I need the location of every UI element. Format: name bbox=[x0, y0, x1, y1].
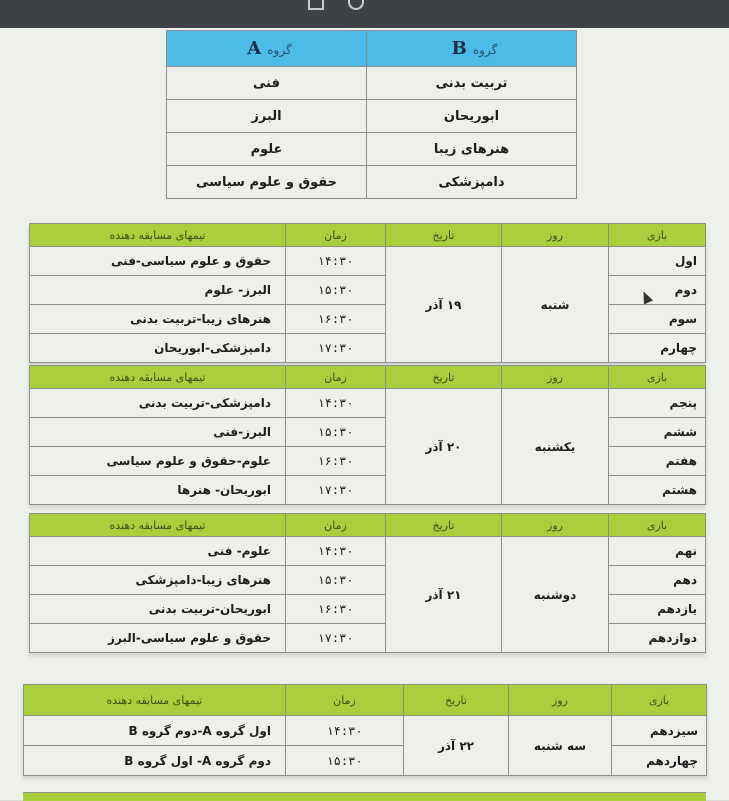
game-number: پنجم bbox=[609, 389, 706, 418]
match-teams: دامپزشکی-ابوریحان bbox=[30, 334, 286, 363]
match-time: ۱۶:۳۰ bbox=[286, 447, 386, 476]
game-number: چهاردهم bbox=[612, 746, 707, 776]
day-header: روز bbox=[502, 224, 609, 247]
match-time: ۱۵:۳۰ bbox=[286, 746, 404, 776]
group-b-team: دامپزشکی bbox=[367, 166, 577, 199]
viewer-toolbar bbox=[0, 0, 729, 28]
match-time: ۱۵:۳۰ bbox=[286, 276, 386, 305]
table-row bbox=[24, 716, 707, 746]
teams-header: تیمهای مسابقه دهنده bbox=[24, 685, 286, 716]
match-teams: دوم گروه A- اول گروه B bbox=[24, 746, 286, 776]
game-number: نهم bbox=[609, 537, 706, 566]
date-header: تاریخ bbox=[404, 685, 509, 716]
groups-table bbox=[166, 30, 577, 199]
time-header: زمان bbox=[286, 224, 386, 247]
schedule-table-day-2 bbox=[29, 365, 706, 505]
match-time: ۱۷:۳۰ bbox=[286, 624, 386, 653]
game-header: بازی bbox=[609, 514, 706, 537]
match-time: ۱۷:۳۰ bbox=[286, 476, 386, 505]
match-time: ۱۶:۳۰ bbox=[286, 305, 386, 334]
date-header: تاریخ bbox=[386, 224, 502, 247]
day-header: روز bbox=[502, 366, 609, 389]
match-teams: هنرهای زیبا-تربیت بدنی bbox=[30, 305, 286, 334]
day-header: روز bbox=[509, 685, 612, 716]
game-number: هشتم bbox=[609, 476, 706, 505]
game-number: سوم bbox=[609, 305, 706, 334]
group-a-team: فنی bbox=[167, 67, 367, 100]
match-time: ۱۴:۳۰ bbox=[286, 716, 404, 746]
match-time: ۱۵:۳۰ bbox=[286, 566, 386, 595]
time-header: زمان bbox=[286, 514, 386, 537]
teams-header: تیمهای مسابقه دهنده bbox=[30, 514, 286, 537]
match-teams: ابوریحان-تربیت بدنی bbox=[30, 595, 286, 624]
game-number: ششم bbox=[609, 418, 706, 447]
match-day: سه شنبه bbox=[509, 716, 612, 776]
table-row bbox=[167, 133, 577, 166]
match-date: ۲۰ آذر bbox=[386, 389, 502, 505]
day-header: روز bbox=[502, 514, 609, 537]
table-row bbox=[30, 389, 706, 418]
match-time: ۱۴:۳۰ bbox=[286, 247, 386, 276]
match-date: ۲۱ آذر bbox=[386, 537, 502, 653]
group-a-team: حقوق و علوم سیاسی bbox=[167, 166, 367, 199]
table-row bbox=[30, 537, 706, 566]
match-time: ۱۴:۳۰ bbox=[286, 389, 386, 418]
match-time: ۱۶:۳۰ bbox=[286, 595, 386, 624]
time-header: زمان bbox=[286, 366, 386, 389]
group-b-header: گروهB bbox=[367, 31, 577, 67]
table-row bbox=[167, 100, 577, 133]
match-teams: اول گروه A-دوم گروه B bbox=[24, 716, 286, 746]
match-teams: دامپزشکی-تربیت بدنی bbox=[30, 389, 286, 418]
group-b-team: ابوریحان bbox=[367, 100, 577, 133]
game-header: بازی bbox=[609, 224, 706, 247]
game-number: دهم bbox=[609, 566, 706, 595]
match-day: دوشنبه bbox=[502, 537, 609, 653]
game-number: اول bbox=[609, 247, 706, 276]
schedule-table-day-4 bbox=[23, 684, 707, 776]
game-number: سیزدهم bbox=[612, 716, 707, 746]
share-icon[interactable] bbox=[308, 0, 324, 10]
edit-icon[interactable] bbox=[348, 0, 364, 10]
teams-header: تیمهای مسابقه دهنده bbox=[30, 224, 286, 247]
table-row bbox=[167, 67, 577, 100]
game-number: دوازدهم bbox=[609, 624, 706, 653]
group-b-team: تربیت بدنی bbox=[367, 67, 577, 100]
match-teams: حقوق و علوم سیاسی-البرز bbox=[30, 624, 286, 653]
schedule-table-day-1 bbox=[29, 223, 706, 363]
table-row bbox=[30, 247, 706, 276]
group-a-header: گروهA bbox=[167, 31, 367, 67]
match-time: ۱۵:۳۰ bbox=[286, 418, 386, 447]
match-teams: البرز-فنی bbox=[30, 418, 286, 447]
match-teams: ابوریحان- هنرها bbox=[30, 476, 286, 505]
date-header: تاریخ bbox=[386, 366, 502, 389]
match-teams: حقوق و علوم سیاسی-فنی bbox=[30, 247, 286, 276]
match-time: ۱۴:۳۰ bbox=[286, 537, 386, 566]
time-header: زمان bbox=[286, 685, 404, 716]
game-number: هفتم bbox=[609, 447, 706, 476]
match-time: ۱۷:۳۰ bbox=[286, 334, 386, 363]
match-teams: علوم-حقوق و علوم سیاسی bbox=[30, 447, 286, 476]
match-day: شنبه bbox=[502, 247, 609, 363]
group-b-team: هنرهای زیبا bbox=[367, 133, 577, 166]
match-day: یکشنبه bbox=[502, 389, 609, 505]
game-header: بازی bbox=[609, 366, 706, 389]
match-date: ۲۲ آذر bbox=[404, 716, 509, 776]
group-a-team: علوم bbox=[167, 133, 367, 166]
group-a-team: البرز bbox=[167, 100, 367, 133]
match-teams: علوم- فنی bbox=[30, 537, 286, 566]
game-number: یازدهم bbox=[609, 595, 706, 624]
match-teams: البرز- علوم bbox=[30, 276, 286, 305]
teams-header: تیمهای مسابقه دهنده bbox=[30, 366, 286, 389]
table-row bbox=[167, 166, 577, 199]
date-header: تاریخ bbox=[386, 514, 502, 537]
match-date: ۱۹ آذر bbox=[386, 247, 502, 363]
game-number: دوم bbox=[609, 276, 706, 305]
game-number: چهارم bbox=[609, 334, 706, 363]
game-header: بازی bbox=[612, 685, 707, 716]
schedule-table-day-3 bbox=[29, 513, 706, 653]
match-teams: هنرهای زیبا-دامپزشکی bbox=[30, 566, 286, 595]
